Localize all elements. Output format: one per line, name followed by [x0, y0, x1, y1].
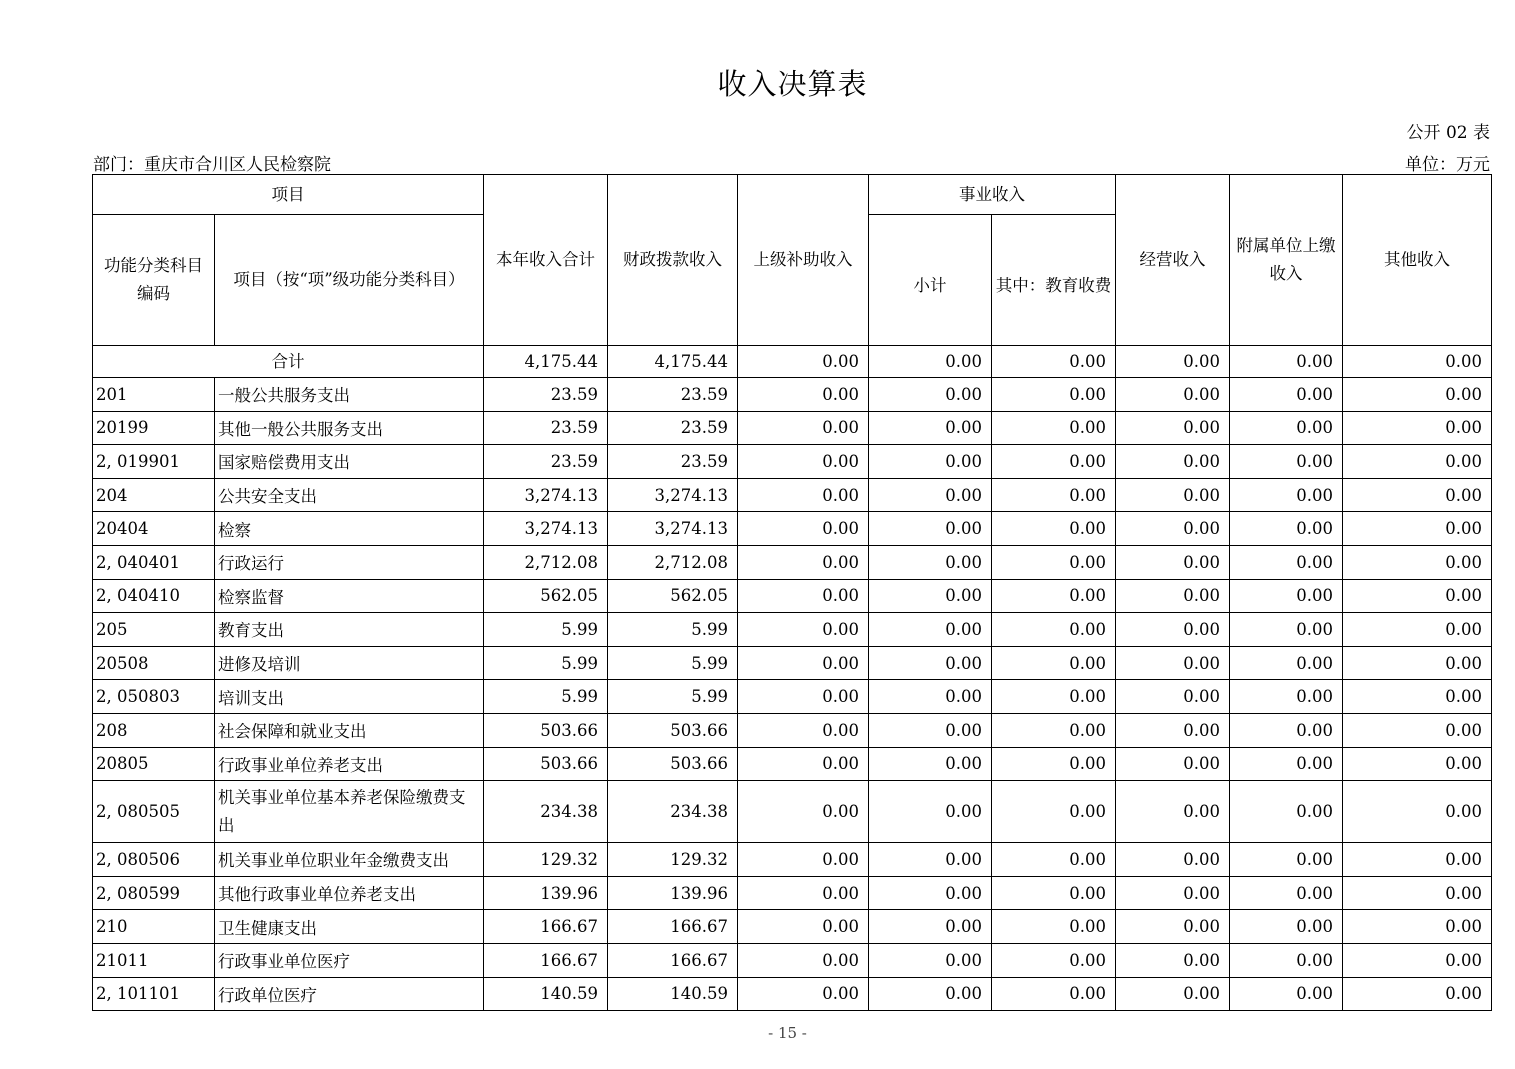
row-value: 0.00	[869, 843, 992, 877]
row-value: 23.59	[608, 378, 738, 412]
total-cell: 0.00	[1230, 346, 1343, 378]
row-code: 2, 101101	[93, 977, 215, 1011]
row-value: 139.96	[608, 876, 738, 910]
row-value: 0.00	[738, 478, 869, 512]
row-value: 5.99	[608, 613, 738, 647]
table-row	[93, 579, 1492, 613]
row-value: 0.00	[1230, 445, 1343, 479]
row-value: 129.32	[484, 843, 608, 877]
row-value: 0.00	[738, 781, 869, 843]
row-value: 23.59	[484, 378, 608, 412]
row-value: 0.00	[1230, 646, 1343, 680]
total-cell: 4,175.44	[608, 346, 738, 378]
row-name: 行政运行	[215, 545, 484, 579]
row-name: 公共安全支出	[215, 478, 484, 512]
row-value: 0.00	[738, 910, 869, 944]
header-total: 本年收入合计	[484, 175, 608, 346]
row-value: 0.00	[992, 910, 1116, 944]
row-value: 23.59	[608, 445, 738, 479]
row-value: 0.00	[869, 613, 992, 647]
row-code: 2, 040401	[93, 545, 215, 579]
row-value: 0.00	[1116, 613, 1230, 647]
total-cell: 0.00	[738, 346, 869, 378]
row-value: 0.00	[738, 713, 869, 747]
table-row	[93, 378, 1492, 412]
table-row	[93, 512, 1492, 546]
header-affiliated: 附属单位上缴收入	[1230, 175, 1343, 346]
row-value: 234.38	[608, 781, 738, 843]
row-value: 0.00	[1116, 747, 1230, 781]
row-value: 0.00	[1230, 411, 1343, 445]
row-value: 0.00	[738, 613, 869, 647]
row-name: 行政事业单位医疗	[215, 943, 484, 977]
total-cell: 0.00	[1116, 346, 1230, 378]
row-value: 503.66	[608, 747, 738, 781]
row-value: 0.00	[869, 713, 992, 747]
form-number: 公开 02 表	[1406, 123, 1490, 143]
row-value: 0.00	[1230, 579, 1343, 613]
total-cell: 0.00	[869, 346, 992, 378]
income-table	[92, 174, 1492, 1011]
row-value: 0.00	[1116, 910, 1230, 944]
table-row	[93, 910, 1492, 944]
row-value: 562.05	[484, 579, 608, 613]
page-title: 收入决算表	[717, 67, 868, 101]
row-value: 0.00	[1343, 646, 1492, 680]
row-value: 0.00	[1230, 977, 1343, 1011]
row-value: 5.99	[608, 646, 738, 680]
row-value: 0.00	[869, 910, 992, 944]
row-value: 0.00	[1230, 713, 1343, 747]
row-value: 503.66	[608, 713, 738, 747]
row-value: 0.00	[1343, 545, 1492, 579]
row-value: 3,274.13	[484, 478, 608, 512]
row-value: 0.00	[1343, 411, 1492, 445]
row-value: 0.00	[1230, 545, 1343, 579]
header-fiscal: 财政拨款收入	[608, 175, 738, 346]
row-value: 0.00	[1116, 411, 1230, 445]
table-row	[93, 613, 1492, 647]
row-value: 0.00	[869, 680, 992, 714]
row-value: 0.00	[992, 977, 1116, 1011]
row-value: 0.00	[1343, 910, 1492, 944]
row-name: 培训支出	[215, 680, 484, 714]
header-business: 事业收入	[869, 175, 1116, 215]
row-value: 0.00	[738, 680, 869, 714]
row-value: 0.00	[992, 713, 1116, 747]
row-name: 行政事业单位养老支出	[215, 747, 484, 781]
row-value: 0.00	[992, 943, 1116, 977]
row-value: 5.99	[484, 680, 608, 714]
table-row	[93, 680, 1492, 714]
row-value: 0.00	[1116, 781, 1230, 843]
row-value: 0.00	[1343, 747, 1492, 781]
row-value: 0.00	[869, 579, 992, 613]
row-value: 0.00	[738, 411, 869, 445]
header-name: 项目（按“项”级功能分类科目）	[215, 215, 484, 346]
row-value: 0.00	[1230, 613, 1343, 647]
row-name: 进修及培训	[215, 646, 484, 680]
row-value: 0.00	[992, 843, 1116, 877]
row-value: 0.00	[1230, 781, 1343, 843]
row-code: 2, 040410	[93, 579, 215, 613]
row-value: 0.00	[869, 977, 992, 1011]
row-value: 0.00	[992, 876, 1116, 910]
row-value: 0.00	[1116, 545, 1230, 579]
row-value: 0.00	[992, 445, 1116, 479]
row-value: 5.99	[608, 680, 738, 714]
header-subtotal: 小计	[869, 215, 992, 346]
row-value: 0.00	[1343, 478, 1492, 512]
row-value: 0.00	[1343, 876, 1492, 910]
row-value: 0.00	[869, 545, 992, 579]
row-code: 205	[93, 613, 215, 647]
row-name: 机关事业单位基本养老保险缴费支出	[215, 781, 484, 843]
row-code: 201	[93, 378, 215, 412]
row-value: 0.00	[1343, 977, 1492, 1011]
row-value: 0.00	[1343, 843, 1492, 877]
row-value: 0.00	[1230, 680, 1343, 714]
row-value: 0.00	[1116, 713, 1230, 747]
row-value: 0.00	[1116, 445, 1230, 479]
row-value: 234.38	[484, 781, 608, 843]
table-row	[93, 747, 1492, 781]
row-code: 2, 080505	[93, 781, 215, 843]
row-value: 23.59	[484, 445, 608, 479]
table-row	[93, 781, 1492, 843]
row-value: 0.00	[1116, 680, 1230, 714]
row-value: 166.67	[484, 910, 608, 944]
department-label: 部门：重庆市合川区人民检察院	[93, 155, 331, 175]
row-value: 5.99	[484, 646, 608, 680]
row-value: 166.67	[608, 943, 738, 977]
row-code: 2, 050803	[93, 680, 215, 714]
unit-label: 单位：万元	[1405, 155, 1490, 175]
row-value: 0.00	[1343, 512, 1492, 546]
row-value: 0.00	[1343, 713, 1492, 747]
row-value: 0.00	[1343, 378, 1492, 412]
row-name: 国家赔偿费用支出	[215, 445, 484, 479]
row-value: 0.00	[738, 843, 869, 877]
row-value: 5.99	[484, 613, 608, 647]
row-code: 20199	[93, 411, 215, 445]
row-value: 129.32	[608, 843, 738, 877]
row-value: 0.00	[869, 781, 992, 843]
table-row	[93, 646, 1492, 680]
row-value: 0.00	[1116, 943, 1230, 977]
header-code: 功能分类科目编码	[93, 215, 215, 346]
row-value: 0.00	[1230, 843, 1343, 877]
total-row-label: 合计	[93, 346, 484, 378]
header-edu: 其中：教育收费	[992, 215, 1116, 346]
row-value: 3,274.13	[608, 478, 738, 512]
row-value: 0.00	[1230, 943, 1343, 977]
row-value: 503.66	[484, 747, 608, 781]
row-value: 0.00	[1343, 579, 1492, 613]
page-number: - 15 -	[768, 1024, 807, 1042]
row-value: 0.00	[869, 445, 992, 479]
row-value: 0.00	[992, 747, 1116, 781]
table-row	[93, 977, 1492, 1011]
row-value: 139.96	[484, 876, 608, 910]
row-name: 一般公共服务支出	[215, 378, 484, 412]
row-value: 0.00	[992, 613, 1116, 647]
row-value: 0.00	[1116, 478, 1230, 512]
row-value: 0.00	[1230, 876, 1343, 910]
row-name: 检察	[215, 512, 484, 546]
row-code: 204	[93, 478, 215, 512]
row-value: 0.00	[1343, 445, 1492, 479]
row-value: 0.00	[1116, 378, 1230, 412]
row-value: 0.00	[738, 646, 869, 680]
row-value: 0.00	[869, 411, 992, 445]
row-code: 2, 080599	[93, 876, 215, 910]
row-value: 3,274.13	[608, 512, 738, 546]
row-value: 0.00	[1230, 910, 1343, 944]
row-value: 562.05	[608, 579, 738, 613]
table-row	[93, 943, 1492, 977]
row-value: 0.00	[1230, 478, 1343, 512]
row-value: 0.00	[738, 943, 869, 977]
row-value: 0.00	[1230, 747, 1343, 781]
row-name: 卫生健康支出	[215, 910, 484, 944]
row-value: 0.00	[1343, 613, 1492, 647]
row-code: 2, 019901	[93, 445, 215, 479]
table-row	[93, 876, 1492, 910]
row-name: 机关事业单位职业年金缴费支出	[215, 843, 484, 877]
row-value: 23.59	[484, 411, 608, 445]
row-value: 0.00	[1116, 876, 1230, 910]
row-value: 0.00	[992, 512, 1116, 546]
row-value: 0.00	[869, 378, 992, 412]
row-value: 2,712.08	[608, 545, 738, 579]
row-value: 0.00	[1230, 378, 1343, 412]
row-name: 检察监督	[215, 579, 484, 613]
row-value: 0.00	[869, 646, 992, 680]
row-value: 140.59	[608, 977, 738, 1011]
row-value: 0.00	[738, 876, 869, 910]
row-value: 0.00	[738, 378, 869, 412]
row-value: 0.00	[869, 943, 992, 977]
row-value: 0.00	[738, 445, 869, 479]
row-value: 0.00	[1116, 646, 1230, 680]
row-value: 0.00	[992, 646, 1116, 680]
table-row	[93, 713, 1492, 747]
row-value: 0.00	[738, 545, 869, 579]
row-value: 0.00	[738, 747, 869, 781]
row-code: 210	[93, 910, 215, 944]
row-name: 教育支出	[215, 613, 484, 647]
row-value: 0.00	[1116, 843, 1230, 877]
row-value: 0.00	[869, 478, 992, 512]
row-value: 23.59	[608, 411, 738, 445]
table-row	[93, 478, 1492, 512]
row-name: 其他一般公共服务支出	[215, 411, 484, 445]
header-operating: 经营收入	[1116, 175, 1230, 346]
row-value: 0.00	[992, 579, 1116, 613]
header-other: 其他收入	[1343, 175, 1492, 346]
table-row	[93, 445, 1492, 479]
total-cell: 4,175.44	[484, 346, 608, 378]
row-value: 0.00	[1230, 512, 1343, 546]
header-superior: 上级补助收入	[738, 175, 869, 346]
row-value: 0.00	[1343, 680, 1492, 714]
row-value: 2,712.08	[484, 545, 608, 579]
row-value: 0.00	[992, 680, 1116, 714]
row-value: 0.00	[992, 478, 1116, 512]
row-code: 20508	[93, 646, 215, 680]
row-value: 0.00	[869, 876, 992, 910]
row-value: 140.59	[484, 977, 608, 1011]
row-value: 0.00	[869, 512, 992, 546]
row-value: 0.00	[869, 747, 992, 781]
row-value: 0.00	[1116, 977, 1230, 1011]
row-value: 0.00	[1343, 781, 1492, 843]
row-value: 0.00	[992, 411, 1116, 445]
row-code: 21011	[93, 943, 215, 977]
table-row	[93, 411, 1492, 445]
row-value: 0.00	[738, 977, 869, 1011]
row-value: 0.00	[992, 781, 1116, 843]
row-name: 行政单位医疗	[215, 977, 484, 1011]
row-code: 2, 080506	[93, 843, 215, 877]
row-name: 社会保障和就业支出	[215, 713, 484, 747]
total-cell: 0.00	[992, 346, 1116, 378]
row-code: 20805	[93, 747, 215, 781]
row-value: 0.00	[1116, 512, 1230, 546]
row-value: 166.67	[608, 910, 738, 944]
row-value: 0.00	[1343, 943, 1492, 977]
row-value: 0.00	[992, 545, 1116, 579]
row-value: 3,274.13	[484, 512, 608, 546]
row-value: 0.00	[738, 512, 869, 546]
row-value: 0.00	[738, 579, 869, 613]
row-value: 166.67	[484, 943, 608, 977]
total-cell: 0.00	[1343, 346, 1492, 378]
table-row	[93, 843, 1492, 877]
header-item: 项目	[93, 175, 484, 215]
row-name: 其他行政事业单位养老支出	[215, 876, 484, 910]
row-value: 0.00	[992, 378, 1116, 412]
table-row	[93, 545, 1492, 579]
row-value: 0.00	[1116, 579, 1230, 613]
row-code: 208	[93, 713, 215, 747]
row-code: 20404	[93, 512, 215, 546]
row-value: 503.66	[484, 713, 608, 747]
